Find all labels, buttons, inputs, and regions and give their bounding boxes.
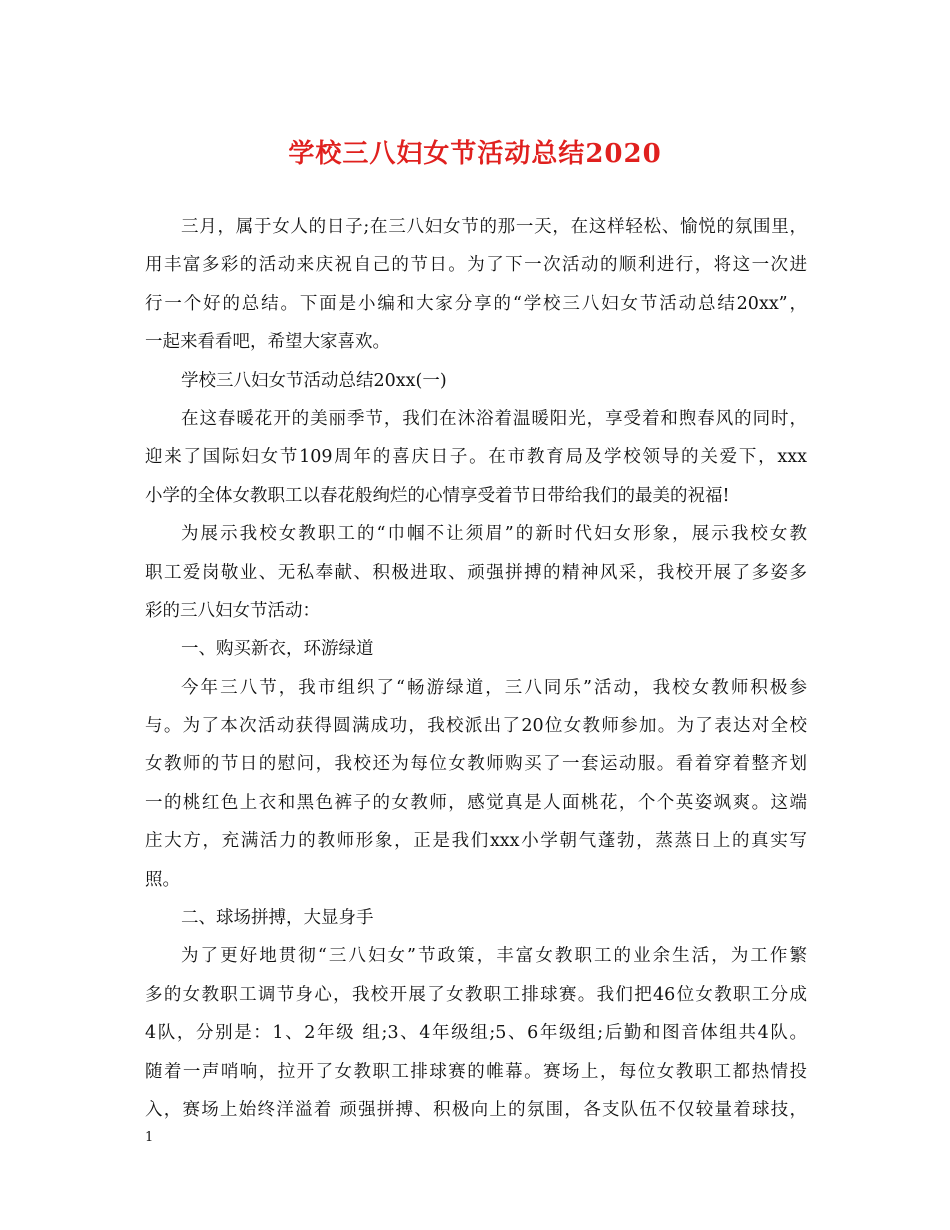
text-line: 与。为了本次活动获得圆满成功，我校派出了20位女教师参加。为了表达对全校: [145, 716, 807, 737]
text-line: 照。: [145, 869, 180, 890]
text-line: 小学的全体女教职工以春花般绚烂的心情享受着节日带给我们的最美的祝福!: [145, 485, 730, 506]
text-line: 学校三八妇女节活动总结20xx(一): [181, 370, 447, 391]
text-line: 用丰富多彩的活动来庆祝自己的节日。为了下一次活动的顺利进行，将这一次进: [145, 255, 807, 276]
page-number: 1: [145, 1130, 154, 1145]
text-line: 为了更好地贯彻“三八妇女”节政策，丰富女教职工的业余生活，为工作繁: [181, 946, 807, 967]
text-line: 一起来看看吧，希望大家喜欢。: [145, 332, 390, 353]
text-line: 4队，分别是：1、2年级 组;3、4年级组;5、6年级组;后勤和图音体组共4队。: [145, 1023, 807, 1044]
text-line: 女教师的节日的慰问，我校还为每位女教师购买了一套运动服。看着穿着整齐划: [145, 754, 807, 775]
text-line: 今年三八节，我市组织了“畅游绿道，三八同乐”活动，我校女教师积极参: [181, 677, 807, 698]
document-body: [145, 208, 807, 1129]
text-line: 入，赛场上始终洋溢着 顽强拼搏、积极向上的氛围，各支队伍不仅较量着球技，: [145, 1099, 807, 1120]
text-line: 行一个好的总结。下面是小编和大家分享的“学校三八妇女节活动总结20xx”，: [145, 293, 807, 314]
document-title: 学校三八妇女节活动总结2020: [288, 139, 662, 169]
text-line: 彩的三八妇女节活动：: [145, 600, 320, 621]
text-line: 一、购买新衣，环游绿道: [181, 639, 374, 660]
text-line: 迎来了国际妇女节109周年的喜庆日子。在市教育局及学校领导的关爱下，xxx: [145, 447, 807, 468]
text-line: 随着一声哨响，拉开了女教职工排球赛的帷幕。赛场上，每位女教职工都热情投: [145, 1061, 807, 1082]
text-line: 多的女教职工调节身心，我校开展了女教职工排球赛。我们把46位女教职工分成: [145, 984, 807, 1005]
text-line: 在这春暖花开的美丽季节，我们在沐浴着温暖阳光，享受着和煦春风的同时，: [181, 408, 807, 429]
text-line: 庄大方，充满活力的教师形象，正是我们xxx小学朝气蓬勃，蒸蒸日上的真实写: [145, 831, 807, 852]
text-line: 为展示我校女教职工的“巾帼不让须眉”的新时代妇女形象，展示我校女教: [181, 524, 807, 545]
text-line: 职工爱岗敬业、无私奉献、积极进取、顽强拼搏的精神风采，我校开展了多姿多: [145, 562, 807, 583]
text-line: 三月，属于女人的日子;在三八妇女节的那一天，在这样轻松、愉悦的氛围里，: [181, 217, 807, 237]
text-line: 一的桃红色上衣和黑色裤子的女教师，感觉真是人面桃花，个个英姿飒爽。这端: [145, 792, 807, 813]
text-line: 二、球场拼搏，大显身手: [181, 908, 374, 929]
